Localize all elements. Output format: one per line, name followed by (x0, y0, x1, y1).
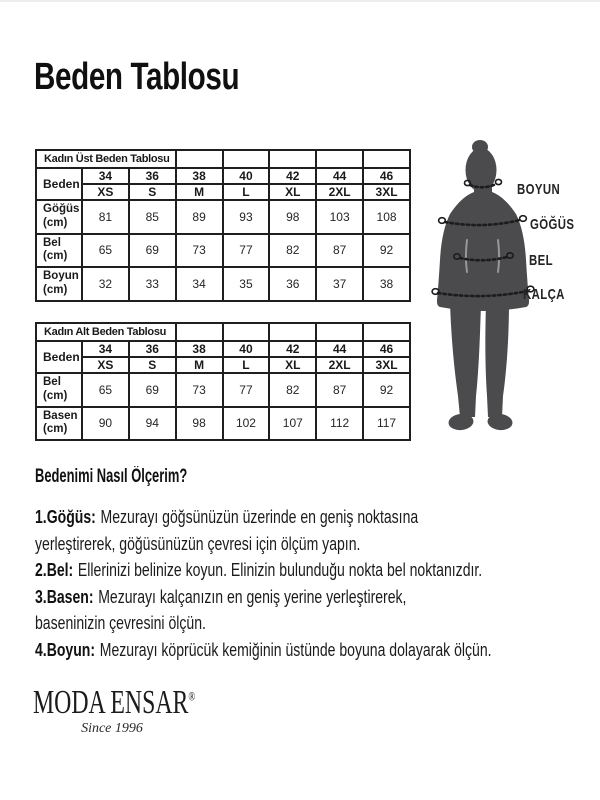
size-letter-cell: XS (82, 357, 129, 373)
measure-value-cell: 36 (269, 267, 316, 301)
measure-unit: (cm) (43, 389, 68, 402)
measure-value-cell: 102 (223, 407, 270, 441)
right-leg (485, 302, 509, 417)
size-number-cell: 44 (316, 168, 363, 184)
measure-value-cell: 87 (316, 234, 363, 268)
measure-row-label (36, 234, 82, 268)
measure-value-cell: 112 (316, 407, 363, 441)
empty-cell (363, 323, 410, 341)
measure-value-cell: 38 (363, 267, 410, 301)
size-number-cell: 42 (269, 341, 316, 357)
empty-cell (223, 323, 270, 341)
size-numbers-row (36, 168, 410, 184)
measure-value-cell: 69 (129, 373, 176, 407)
size-number-cell: 40 (223, 341, 270, 357)
measure-value-cell: 103 (316, 200, 363, 234)
table-header-row (36, 150, 410, 168)
empty-cell (269, 323, 316, 341)
instruction-line-hip-cont: baseninizin çevresini ölçün. (35, 613, 206, 634)
measure-value-cell: 65 (82, 373, 129, 407)
instruction-line-hip (35, 584, 472, 611)
instruction-text: Mezurayı kalçanızın en geniş yerine yerleştirerek, (98, 586, 407, 607)
measure-value-cell: 85 (129, 200, 176, 234)
size-number-cell: 34 (82, 168, 129, 184)
brand-logo (33, 686, 265, 737)
measure-row-label (36, 200, 82, 234)
measure-value-cell: 34 (176, 267, 223, 301)
brand-wordmark (33, 686, 195, 720)
table-title-cell: Kadın Alt Beden Tablosu (36, 323, 176, 341)
size-number-cell: 46 (363, 341, 410, 357)
size-letter-cell: XS (82, 184, 129, 200)
figure-label-hip: KALÇA (523, 286, 565, 303)
lower-body-size-table (35, 322, 411, 441)
size-letter-cell: S (129, 357, 176, 373)
figure-label-waist: BEL (529, 252, 553, 269)
measure-name: Basen (43, 409, 78, 422)
measure-value-cell: 77 (223, 373, 270, 407)
instruction-text: Mezurayı göğsünüzün üzerinde en geniş noktasına (100, 507, 419, 527)
size-letter-cell: 2XL (316, 184, 363, 200)
measure-value-cell: 93 (223, 200, 270, 234)
measure-value-cell: 89 (176, 200, 223, 234)
measure-unit: (cm) (43, 283, 68, 296)
silhouette-body (437, 140, 529, 431)
measure-name: Bel (43, 376, 61, 388)
measure-value-cell: 69 (129, 234, 176, 268)
how-to-measure-section (35, 466, 595, 664)
neck-row (36, 267, 410, 301)
instruction-line-chest (35, 504, 472, 531)
size-letter-cell: 3XL (363, 184, 410, 200)
measure-value-cell: 82 (269, 234, 316, 268)
size-row-label: Beden (36, 168, 82, 200)
measure-row-label (36, 267, 82, 301)
measure-row-label (36, 373, 82, 407)
measure-value-cell: 32 (82, 267, 129, 301)
size-letter-cell: M (176, 357, 223, 373)
size-number-cell: 38 (176, 168, 223, 184)
upper-body-size-table (35, 149, 411, 302)
empty-cell (316, 323, 363, 341)
measure-name: Boyun (43, 270, 79, 283)
size-number-cell: 36 (129, 168, 176, 184)
dash-hook (520, 216, 527, 222)
measure-name: Bel (43, 236, 61, 249)
empty-cell (223, 150, 270, 168)
brand-name-text: MODA ENSAR (33, 684, 189, 721)
measure-row-label (36, 407, 82, 441)
size-letters-row (36, 184, 410, 200)
size-letter-cell: M (176, 184, 223, 200)
size-number-cell: 40 (223, 168, 270, 184)
empty-cell (316, 150, 363, 168)
measure-value-cell: 107 (269, 407, 316, 441)
measure-name: Göğüs (43, 203, 80, 215)
measure-unit: (cm) (43, 423, 68, 436)
instruction-lead: 3.Basen: (35, 586, 94, 607)
instruction-lead: 4.Boyun: (35, 639, 96, 660)
how-to-heading: Bedenimi Nasıl Ölçerim? (35, 466, 188, 487)
measure-value-cell: 77 (223, 234, 270, 268)
figure-label-chest: GÖĞÜS (530, 216, 575, 233)
size-letter-cell: XL (269, 184, 316, 200)
measure-value-cell: 98 (176, 407, 223, 441)
size-letter-cell: XL (269, 357, 316, 373)
measure-value-cell: 117 (363, 407, 410, 441)
instruction-line-chest-cont: yerleştirerek, göğüsünüzün çevresi için ölçüm yapın. (35, 533, 361, 554)
measure-value-cell: 37 (316, 267, 363, 301)
size-number-cell: 46 (363, 168, 410, 184)
chest-row (36, 200, 410, 234)
dash-hook (439, 218, 446, 224)
size-numbers-row (36, 341, 410, 357)
empty-cell (176, 150, 223, 168)
measure-value-cell: 98 (269, 200, 316, 234)
measure-unit: (cm) (43, 250, 68, 263)
registered-mark: ® (188, 688, 196, 704)
measure-value-cell: 73 (176, 234, 223, 268)
table-title-cell: Kadın Üst Beden Tablosu (36, 150, 176, 168)
left-leg (450, 302, 481, 417)
brand-tagline: Since 1996 (81, 721, 143, 736)
size-number-cell: 36 (129, 341, 176, 357)
empty-cell (269, 150, 316, 168)
measure-value-cell: 92 (363, 373, 410, 407)
instruction-line-waist (35, 557, 483, 584)
size-letter-cell: L (223, 357, 270, 373)
measure-value-cell: 94 (129, 407, 176, 441)
size-letter-cell: 2XL (316, 357, 363, 373)
measure-value-cell: 90 (82, 407, 129, 441)
table-header-row (36, 323, 410, 341)
empty-cell (176, 323, 223, 341)
measure-value-cell: 35 (223, 267, 270, 301)
instruction-text: Ellerinizi belinize koyun. Elinizin bulunduğu nokta bel noktanızdır. (77, 560, 483, 581)
size-letter-cell: S (129, 184, 176, 200)
size-number-cell: 42 (269, 168, 316, 184)
size-number-cell: 38 (176, 341, 223, 357)
waist-row (36, 234, 410, 268)
instruction-line-neck (35, 637, 492, 664)
measure-value-cell: 65 (82, 234, 129, 268)
measure-value-cell: 73 (176, 373, 223, 407)
measure-value-cell: 82 (269, 373, 316, 407)
measure-unit: (cm) (43, 216, 68, 229)
size-letter-cell: L (223, 184, 270, 200)
waist-row (36, 373, 410, 407)
figure-label-neck: BOYUN (517, 181, 561, 198)
measure-value-cell: 33 (129, 267, 176, 301)
size-letter-cell: 3XL (363, 357, 410, 373)
instruction-lead: 2.Bel: (35, 560, 74, 581)
dash-hook (496, 179, 502, 184)
torso-tunic (437, 182, 529, 311)
hip-row (36, 407, 410, 441)
instruction-lead: 1.Göğüs: (35, 507, 96, 527)
size-row-label: Beden (36, 341, 82, 373)
size-letters-row (36, 357, 410, 373)
size-number-cell: 44 (316, 341, 363, 357)
page-title: Beden Tablosu (34, 56, 240, 98)
measure-value-cell: 87 (316, 373, 363, 407)
measure-value-cell: 108 (363, 200, 410, 234)
empty-cell (363, 150, 410, 168)
measure-value-cell: 81 (82, 200, 129, 234)
instruction-text: Mezurayı köprücük kemiğinin üstünde boyuna dolayarak ölçün. (99, 639, 492, 660)
measure-value-cell: 92 (363, 234, 410, 268)
size-number-cell: 34 (82, 341, 129, 357)
